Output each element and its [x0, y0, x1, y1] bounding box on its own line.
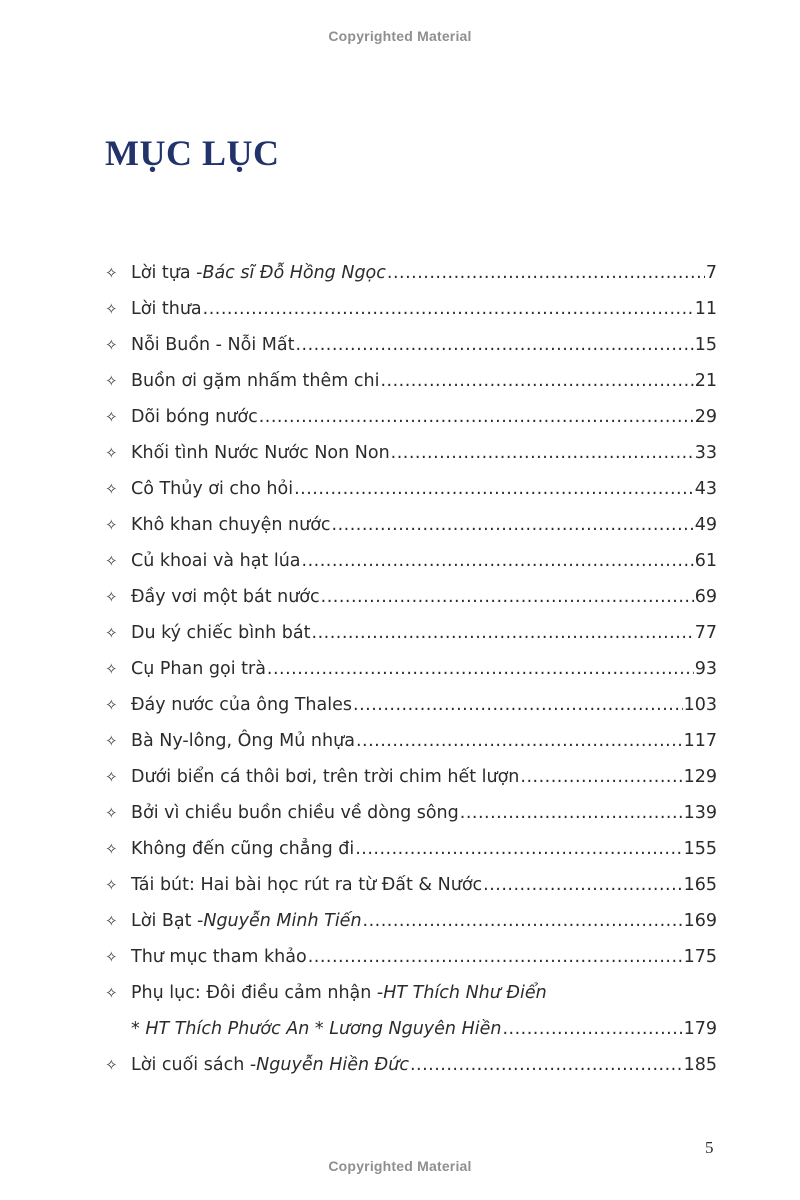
toc-entry[interactable]: [105, 291, 717, 327]
toc-entry[interactable]: [105, 831, 717, 867]
toc-entry-text: Dõi bóng nước: [131, 407, 258, 427]
toc-entry[interactable]: [105, 903, 717, 939]
toc-entry-page: 11: [694, 299, 717, 319]
four-point-star-icon: ✧: [105, 408, 118, 426]
leader-dots: [259, 407, 694, 427]
toc-entry-text: Phụ lục: Đôi điều cảm nhận -: [131, 983, 384, 1003]
toc-entry-text: Buồn ơi gặm nhấm thêm chi: [131, 371, 380, 391]
toc-entry-text: Khối tình Nước Nước Non Non: [131, 443, 390, 463]
four-point-star-icon: ✧: [105, 444, 118, 462]
toc-entry-text: Tái bút: Hai bài học rút ra từ Đất & Nước: [131, 875, 483, 895]
toc-entry[interactable]: [105, 687, 717, 723]
toc-entry[interactable]: [105, 399, 717, 435]
toc-entry-page: 175: [683, 947, 717, 967]
toc-entry-page: 165: [683, 875, 717, 895]
toc-entry-text: Thư mục tham khảo: [131, 947, 307, 967]
toc-entry-text: Cô Thủy ơi cho hỏi: [131, 479, 294, 499]
toc-entry-author-continuation: * HT Thích Phước An * Lương Nguyên Hiền: [131, 1019, 502, 1039]
leader-dots: [410, 1055, 683, 1075]
page-title: MỤC LỤC: [105, 133, 280, 173]
toc-entry[interactable]: [105, 939, 717, 975]
toc-entry-page: 103: [683, 695, 717, 715]
table-of-contents: [105, 255, 717, 1083]
toc-entry-text: Củ khoai và hạt lúa: [131, 551, 301, 571]
four-point-star-icon: ✧: [105, 588, 118, 606]
toc-entry[interactable]: [105, 507, 717, 543]
toc-entry-page: 155: [683, 839, 717, 859]
toc-entry-page: 33: [694, 443, 717, 463]
leader-dots: [356, 731, 683, 751]
toc-entry-page: 43: [694, 479, 717, 499]
leader-dots: [460, 803, 683, 823]
four-point-star-icon: ✧: [105, 336, 118, 354]
toc-entry-page: 69: [694, 587, 717, 607]
four-point-star-icon: ✧: [105, 1056, 118, 1074]
page-number: 5: [705, 1138, 714, 1157]
leader-dots: [387, 263, 705, 283]
toc-entry-page: 21: [694, 371, 717, 391]
toc-entry[interactable]: [105, 471, 717, 507]
leader-dots: [391, 443, 694, 463]
four-point-star-icon: ✧: [105, 372, 118, 390]
four-point-star-icon: ✧: [105, 480, 118, 498]
toc-entry-text: Lời cuối sách -: [131, 1055, 257, 1075]
leader-dots: [483, 875, 682, 895]
watermark-top: Copyrighted Material: [328, 28, 472, 44]
four-point-star-icon: ✧: [105, 804, 118, 822]
toc-entry[interactable]: [105, 615, 717, 651]
leader-dots: [295, 335, 693, 355]
toc-entry-last[interactable]: [105, 1047, 717, 1083]
toc-entry-appendix-continuation[interactable]: [105, 1011, 717, 1047]
toc-entry-appendix[interactable]: [105, 975, 717, 1011]
leader-dots: [520, 767, 682, 787]
toc-entry-page: 29: [694, 407, 717, 427]
toc-entry-page: 179: [683, 1019, 717, 1039]
toc-entry-page: 169: [683, 911, 717, 931]
toc-entry-text: Không đến cũng chẳng đi: [131, 839, 355, 859]
leader-dots: [308, 947, 683, 967]
toc-entry[interactable]: [105, 435, 717, 471]
toc-entry-text: Du ký chiếc bình bát: [131, 623, 311, 643]
four-point-star-icon: ✧: [105, 984, 118, 1002]
toc-entry-page: 49: [694, 515, 717, 535]
toc-entry-page: 139: [683, 803, 717, 823]
toc-entry[interactable]: [105, 363, 717, 399]
toc-entry-page: 77: [694, 623, 717, 643]
toc-entry-page: 117: [683, 731, 717, 751]
toc-entry[interactable]: [105, 795, 717, 831]
four-point-star-icon: ✧: [105, 300, 118, 318]
toc-entry-page: 61: [694, 551, 717, 571]
toc-entry-text: Nỗi Buồn - Nỗi Mất: [131, 335, 295, 355]
leader-dots: [502, 1019, 682, 1039]
toc-entry-author: HT Thích Như Điển: [383, 983, 547, 1003]
toc-entries: [105, 255, 717, 975]
toc-entry-author: Nguyễn Minh Tiến: [203, 911, 362, 931]
leader-dots: [380, 371, 693, 391]
toc-entry[interactable]: [105, 579, 717, 615]
leader-dots: [321, 587, 694, 607]
toc-entry-text: Đầy vơi một bát nước: [131, 587, 320, 607]
leader-dots: [355, 839, 682, 859]
toc-entry[interactable]: [105, 327, 717, 363]
leader-dots: [353, 695, 683, 715]
toc-entry-text: Khô khan chuyện nước: [131, 515, 331, 535]
toc-entry-author: Bác sĩ Đỗ Hồng Ngọc: [202, 263, 386, 283]
four-point-star-icon: ✧: [105, 552, 118, 570]
four-point-star-icon: ✧: [105, 624, 118, 642]
leader-dots: [332, 515, 694, 535]
leader-dots: [203, 299, 694, 319]
toc-entry-page: 7: [705, 263, 717, 283]
toc-entry-page: 129: [683, 767, 717, 787]
four-point-star-icon: ✧: [105, 948, 118, 966]
toc-entry-page: 93: [694, 659, 717, 679]
leader-dots: [363, 911, 683, 931]
toc-entry-text: Lời thưa: [131, 299, 202, 319]
four-point-star-icon: ✧: [105, 660, 118, 678]
toc-entry-author: Nguyễn Hiền Đức: [256, 1055, 409, 1075]
toc-entry[interactable]: [105, 543, 717, 579]
toc-entry-text: Cụ Phan gọi trà: [131, 659, 266, 679]
four-point-star-icon: ✧: [105, 732, 118, 750]
toc-entry-text: Lời tựa -: [131, 263, 203, 283]
toc-entry[interactable]: [105, 759, 717, 795]
four-point-star-icon: ✧: [105, 264, 118, 282]
four-point-star-icon: ✧: [105, 516, 118, 534]
toc-entry-text: Lời Bạt -: [131, 911, 204, 931]
four-point-star-icon: ✧: [105, 912, 118, 930]
toc-entry[interactable]: [105, 723, 717, 759]
leader-dots: [267, 659, 694, 679]
toc-entry-page: 15: [694, 335, 717, 355]
four-point-star-icon: ✧: [105, 840, 118, 858]
toc-entry-text: Bởi vì chiều buồn chiều về dòng sông: [131, 803, 459, 823]
toc-entry[interactable]: [105, 867, 717, 903]
four-point-star-icon: ✧: [105, 696, 118, 714]
leader-dots: [302, 551, 694, 571]
toc-entry-text: Bà Ny-lông, Ông Mủ nhựa: [131, 731, 355, 751]
toc-entry-text: Đáy nước của ông Thales: [131, 695, 352, 715]
leader-dots: [312, 623, 694, 643]
four-point-star-icon: ✧: [105, 876, 118, 894]
toc-entry-text: Dưới biển cá thôi bơi, trên trời chim hết lượn: [131, 767, 520, 787]
toc-entry[interactable]: [105, 255, 717, 291]
four-point-star-icon: ✧: [105, 768, 118, 786]
leader-dots: [294, 479, 694, 499]
watermark-bottom: Copyrighted Material: [328, 1158, 472, 1174]
toc-entry[interactable]: [105, 651, 717, 687]
toc-entry-page: 185: [683, 1055, 717, 1075]
